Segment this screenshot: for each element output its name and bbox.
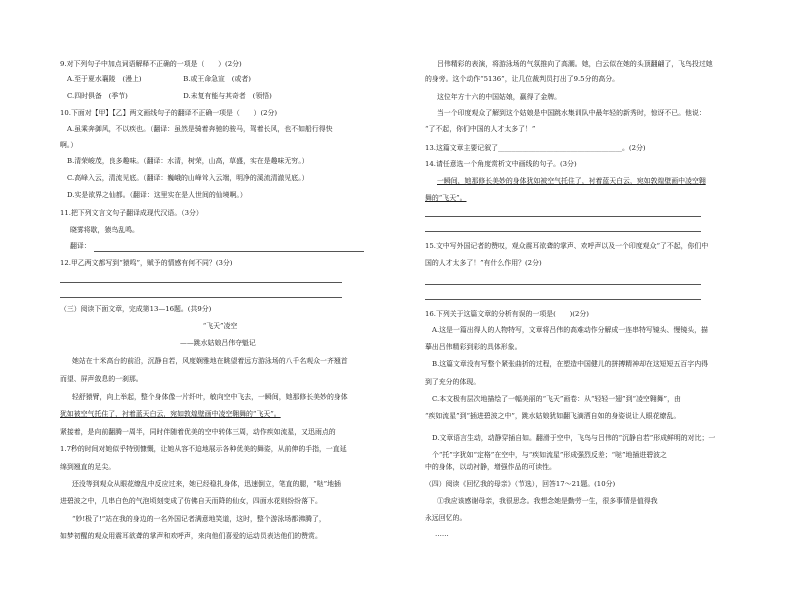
q11-stem: 11.把下列文言文句子翻译成现代汉语。（3分） (60, 209, 203, 217)
article-paragraph-3-cont: 1.7秒的时间对她似乎特别慷慨，让她从容不迫地展示各种优美的舞姿，从前伸的手指，一直延 (60, 445, 347, 453)
article-paragraph-8-cont: “了不起，你们中国的人才太多了！” (425, 125, 536, 133)
q11-translation-label: 翻译： (70, 242, 91, 250)
q15-stem: 15.文中写外国记者的赞叹，观众震耳欲聋的掌声、欢呼声以及一个印度观众“了不起，你们中 (425, 242, 709, 250)
article-paragraph-6: 吕伟精彩的表演，将游泳场的气氛推向了高潮。她，白云似在她的头顶翻翩了，飞鸟投过她 (437, 60, 713, 68)
article-title: “飞天”凌空 (202, 322, 238, 330)
q12-answer-line-1 (60, 282, 342, 283)
section4-header: （四）阅读《回忆我的母亲》（节选），回答17～21题。(10分) (425, 480, 616, 488)
q14-answer-line-2 (425, 231, 701, 232)
q15-answer-line-1 (425, 284, 701, 285)
article-paragraph-4: 还没等到观众从眼花缭乱中反应过来，她已经稳扎身体，迅速倒立，笔直的腿，“哒”地插 (72, 480, 341, 488)
article-paragraph-2: 轻舒猿臂，向上举起，整个身体像一片纤叶，敏向空中飞去，一瞬间，她那修长美妙的身体 (72, 393, 348, 401)
q9-stem: 9.对下列句子中加点词语解释不正确的一项是（ ）(2分) (60, 60, 242, 68)
article-paragraph-7: 这位年方十六的中国姑娘，赢得了金牌。 (437, 93, 562, 101)
article-paragraph-5-cont: 如梦初醒的观众用震耳欲聋的掌声和欢呼声，来向他们喜爱的运动员表达他们的赞赏。 (60, 532, 322, 540)
q14-stem: 14.请任意选一个角度赏析文中画线的句子。(3分) (425, 160, 577, 168)
q16-option-c-cont: “疾如流星”到“插进碧波之中”，跳水姑娘犹如翻飞滴洒自如的身姿说让人眼花缭乱。 (425, 412, 681, 420)
article-paragraph-2-cont: 犹如被空气托住了，衬着蓝天白云，宛如敦煌壁画中凌空翱舞的“飞天”。 (60, 410, 281, 418)
article-paragraph-5: “妙!极了!”站在我的身边的一名外国记者满意地笑道，这时，整个游泳场都沸腾了， (72, 515, 326, 523)
section4-paragraph-1-cont: 永远回忆的。 (425, 514, 467, 522)
q12-answer-line-2 (60, 297, 342, 298)
q10-option-a: A.虽乘奔御风，不以疾也。（翻译：虽然是骑着奔驰的骏马，驾着长风，也不如船行得快 (67, 125, 333, 133)
q16-stem: 16.下列关于这篇文章的分析有误的一项是( )(2分) (425, 310, 589, 318)
q10-stem: 10.下面对【甲】【乙】两文画线句子的翻译不正确一项是（ ）(2分) (60, 109, 278, 117)
q15-answer-line-2 (425, 299, 701, 300)
q9-option-c: C.四时俱备 (季节) (67, 92, 128, 100)
q16-option-d-cont: 中的身体，以动衬静，增强作品的可读性。 (425, 463, 556, 471)
section4-paragraph-1: ①我应该感谢母亲，我很思念。我想念她是勤劳一生，很多事情是值得我 (437, 497, 658, 505)
q16-option-a-cont: 摹出吕伟精彩到彩的具体形象。 (425, 343, 522, 351)
q12-stem: 12.甲乙两文都写到“猿鸣”，赋予的情感有何不同？(3分) (60, 259, 233, 267)
article-paragraph-8: 当一个印度观众了解到这个姑娘是中国跳水集训队中最年轻的新秀时，惊讶不已。他说： (437, 109, 706, 117)
q10-option-b: B.清荣峻茂，良多趣味。（翻译：水清，树荣，山高，草盛，实在是趣味无穷。） (67, 157, 309, 165)
q13-stem: 13.这篇文章主要记叙了____________________________________。(2分) (425, 144, 646, 152)
section4-ellipsis: …… (435, 530, 449, 538)
q14-quoted-sentence: 一瞬间，她那修长美妙的身体犹如被空气托住了，衬着蓝天白云，宛如敦煌壁画中凌空翱 (437, 177, 706, 185)
q16-option-d: D.文章语言生动，动静穿插自如。翻滑于空中，飞鸟与吕伟的“沉静自若”形成鲜明的对比；一个“托”字犹如“定格”在空中，与“疾如流星”形成强烈反差；“哒”地插进碧波之 (432, 434, 716, 459)
q16-option-b-cont: 到了充分的体现。 (425, 378, 481, 386)
section3-header: （三）阅读下面文章，完成第13—16题。(共9分) (60, 305, 212, 313)
q9-option-b: B.或王命急宣 (或者) (183, 75, 251, 83)
q16-option-b: B.这篇文章没有写整个紧张曲折的过程，在塑造中国健儿的拼搏精神却在这短短五百字内得 (432, 360, 708, 368)
article-paragraph-3-end: 绵到翘直的足尖。 (60, 463, 116, 471)
article-paragraph-4-cont: 进碧波之中，几串白色的气泡顷刻变成了仿佛自天而降的仙女，四面水花则纷纷落下。 (60, 497, 322, 505)
article-paragraph-1: 她站在十米高台的前沿，沉静自若，风度娴雅地在眺望着远方游泳场的八千名观众一齐翘首 (72, 357, 348, 365)
q10-option-a-cont: 啊。） (60, 141, 78, 149)
q15-stem-cont: 国的人才太多了！”有什么作用？(2分) (425, 259, 542, 267)
q9-option-d: D.未复有能与其奇者 (领悟) (183, 92, 272, 100)
q9-options-row2 (67, 93, 272, 100)
q10-option-d: D.实是欲界之仙都。（翻译：这里实在是人世间的仙境啊。） (67, 191, 247, 199)
q14-answer-line-1 (425, 216, 701, 217)
article-paragraph-6-cont: 的身旁。这个动作“5136”，让几位裁判员打出了9.5分的高分。 (425, 75, 620, 83)
q11-sentence: 晓雾将歇，猿鸟乱鸣。 (70, 226, 139, 234)
article-paragraph-3: 紧接着，是向前翻腾一周半，同时伴随着优美的空中转体三周，动作疾如流星，又迅雨点的 (60, 428, 336, 436)
q14-quoted-sentence-cont: 舞的“飞天”。 (425, 194, 467, 202)
q9-option-a: A.至于夏水襄陵 (漫上) (67, 75, 142, 83)
article-paragraph-1-cont: 而望、屏声敛息的一刹那。 (60, 375, 143, 383)
q16-option-a: A.这是一篇出得人的人物特写，文章将吕伟的高难动作分解成一连串特写镜头、慢镜头，描 (432, 326, 708, 334)
q16-option-c: C.本文极有层次地描绘了一幅美丽的“飞天”画卷：从“轻轻一翅”到“凌空翱舞”，由 (432, 395, 681, 403)
article-subtitle: ——跳水姑娘吕伟夺魁记 (180, 339, 256, 347)
q10-option-c: C.高峰入云，清流见底。（翻译：巍峨的山峰耸入云端，明净的溪流清澈见底。） (67, 174, 309, 182)
q11-answer-line (94, 251, 364, 252)
q9-options-row1 (67, 76, 251, 83)
